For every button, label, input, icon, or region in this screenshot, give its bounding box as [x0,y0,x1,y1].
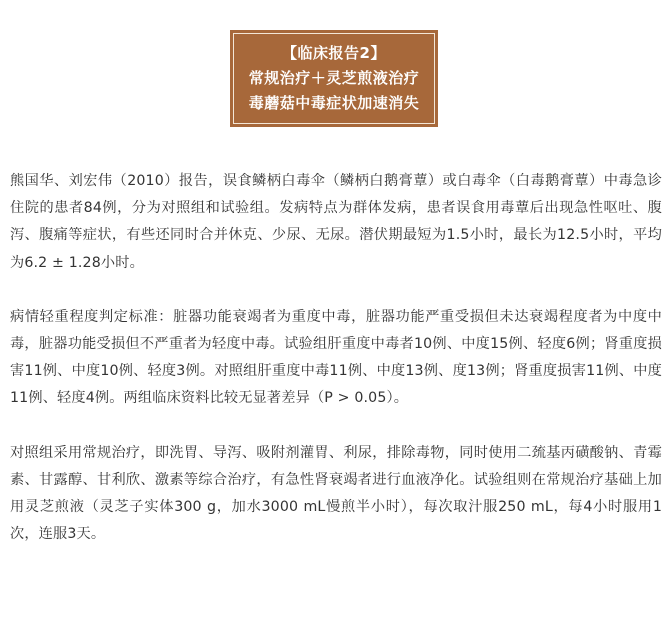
article-body [10,168,662,575]
paragraph-case-background: 熊国华、刘宏伟（2010）报告，误食鳞柄白毒伞（鳞柄白鹅膏蕈）或白毒伞（白毒鹅膏蕈）中毒急诊住院的患者84例，分为对照组和试验组。发病特点为群体发病，患者误食用毒蕈后出现急性呕吐、腹泻、腹痛等症状，有些还同时合并休克、少尿、无尿。潜伏期最短为1.5小时，最长为12.5小时，平均为6.2 ± 1.28小时。 [10,173,662,271]
report-label: 【临床报告2】 [282,44,386,62]
paragraph-treatment-method: 对照组采用常规治疗，即洗胃、导泻、吸附剂灌胃、利尿，排除毒物，同时使用二巯基丙磺酸钠、青霉素、甘露醇、甘利欣、激素等综合治疗，有急性肾衰竭者进行血液净化。试验组则在常规治疗基础上加用灵芝煎液（灵芝子实体300 g，加水3000 mL慢煎半小时），每次取汁服250 mL，每4小时服用1次，连服3天。 [10,444,662,543]
report-title-line-1: 常规治疗＋灵芝煎液治疗 [248,69,420,87]
paragraph-severity-criteria: 病情轻重程度判定标准：脏器功能衰竭者为重度中毒，脏器功能严重受损但未达衰竭程度者为中度中毒，脏器功能受损但不严重者为轻度中毒。试验组肝重度中毒者10例、中度15例、轻度6例；肾重度损害11例、中度10例、轻度3例。对照组肝重度中毒11例、中度13例、度13例；肾重度损害11例、中度11例、轻度4例。两组临床资料比较无显著差异（P > 0.05）。 [10,308,662,407]
report-title-line-2: 毒蘑菇中毒症状加速消失 [248,94,420,112]
report-title-frame [233,33,435,124]
report-title-box [230,30,438,127]
